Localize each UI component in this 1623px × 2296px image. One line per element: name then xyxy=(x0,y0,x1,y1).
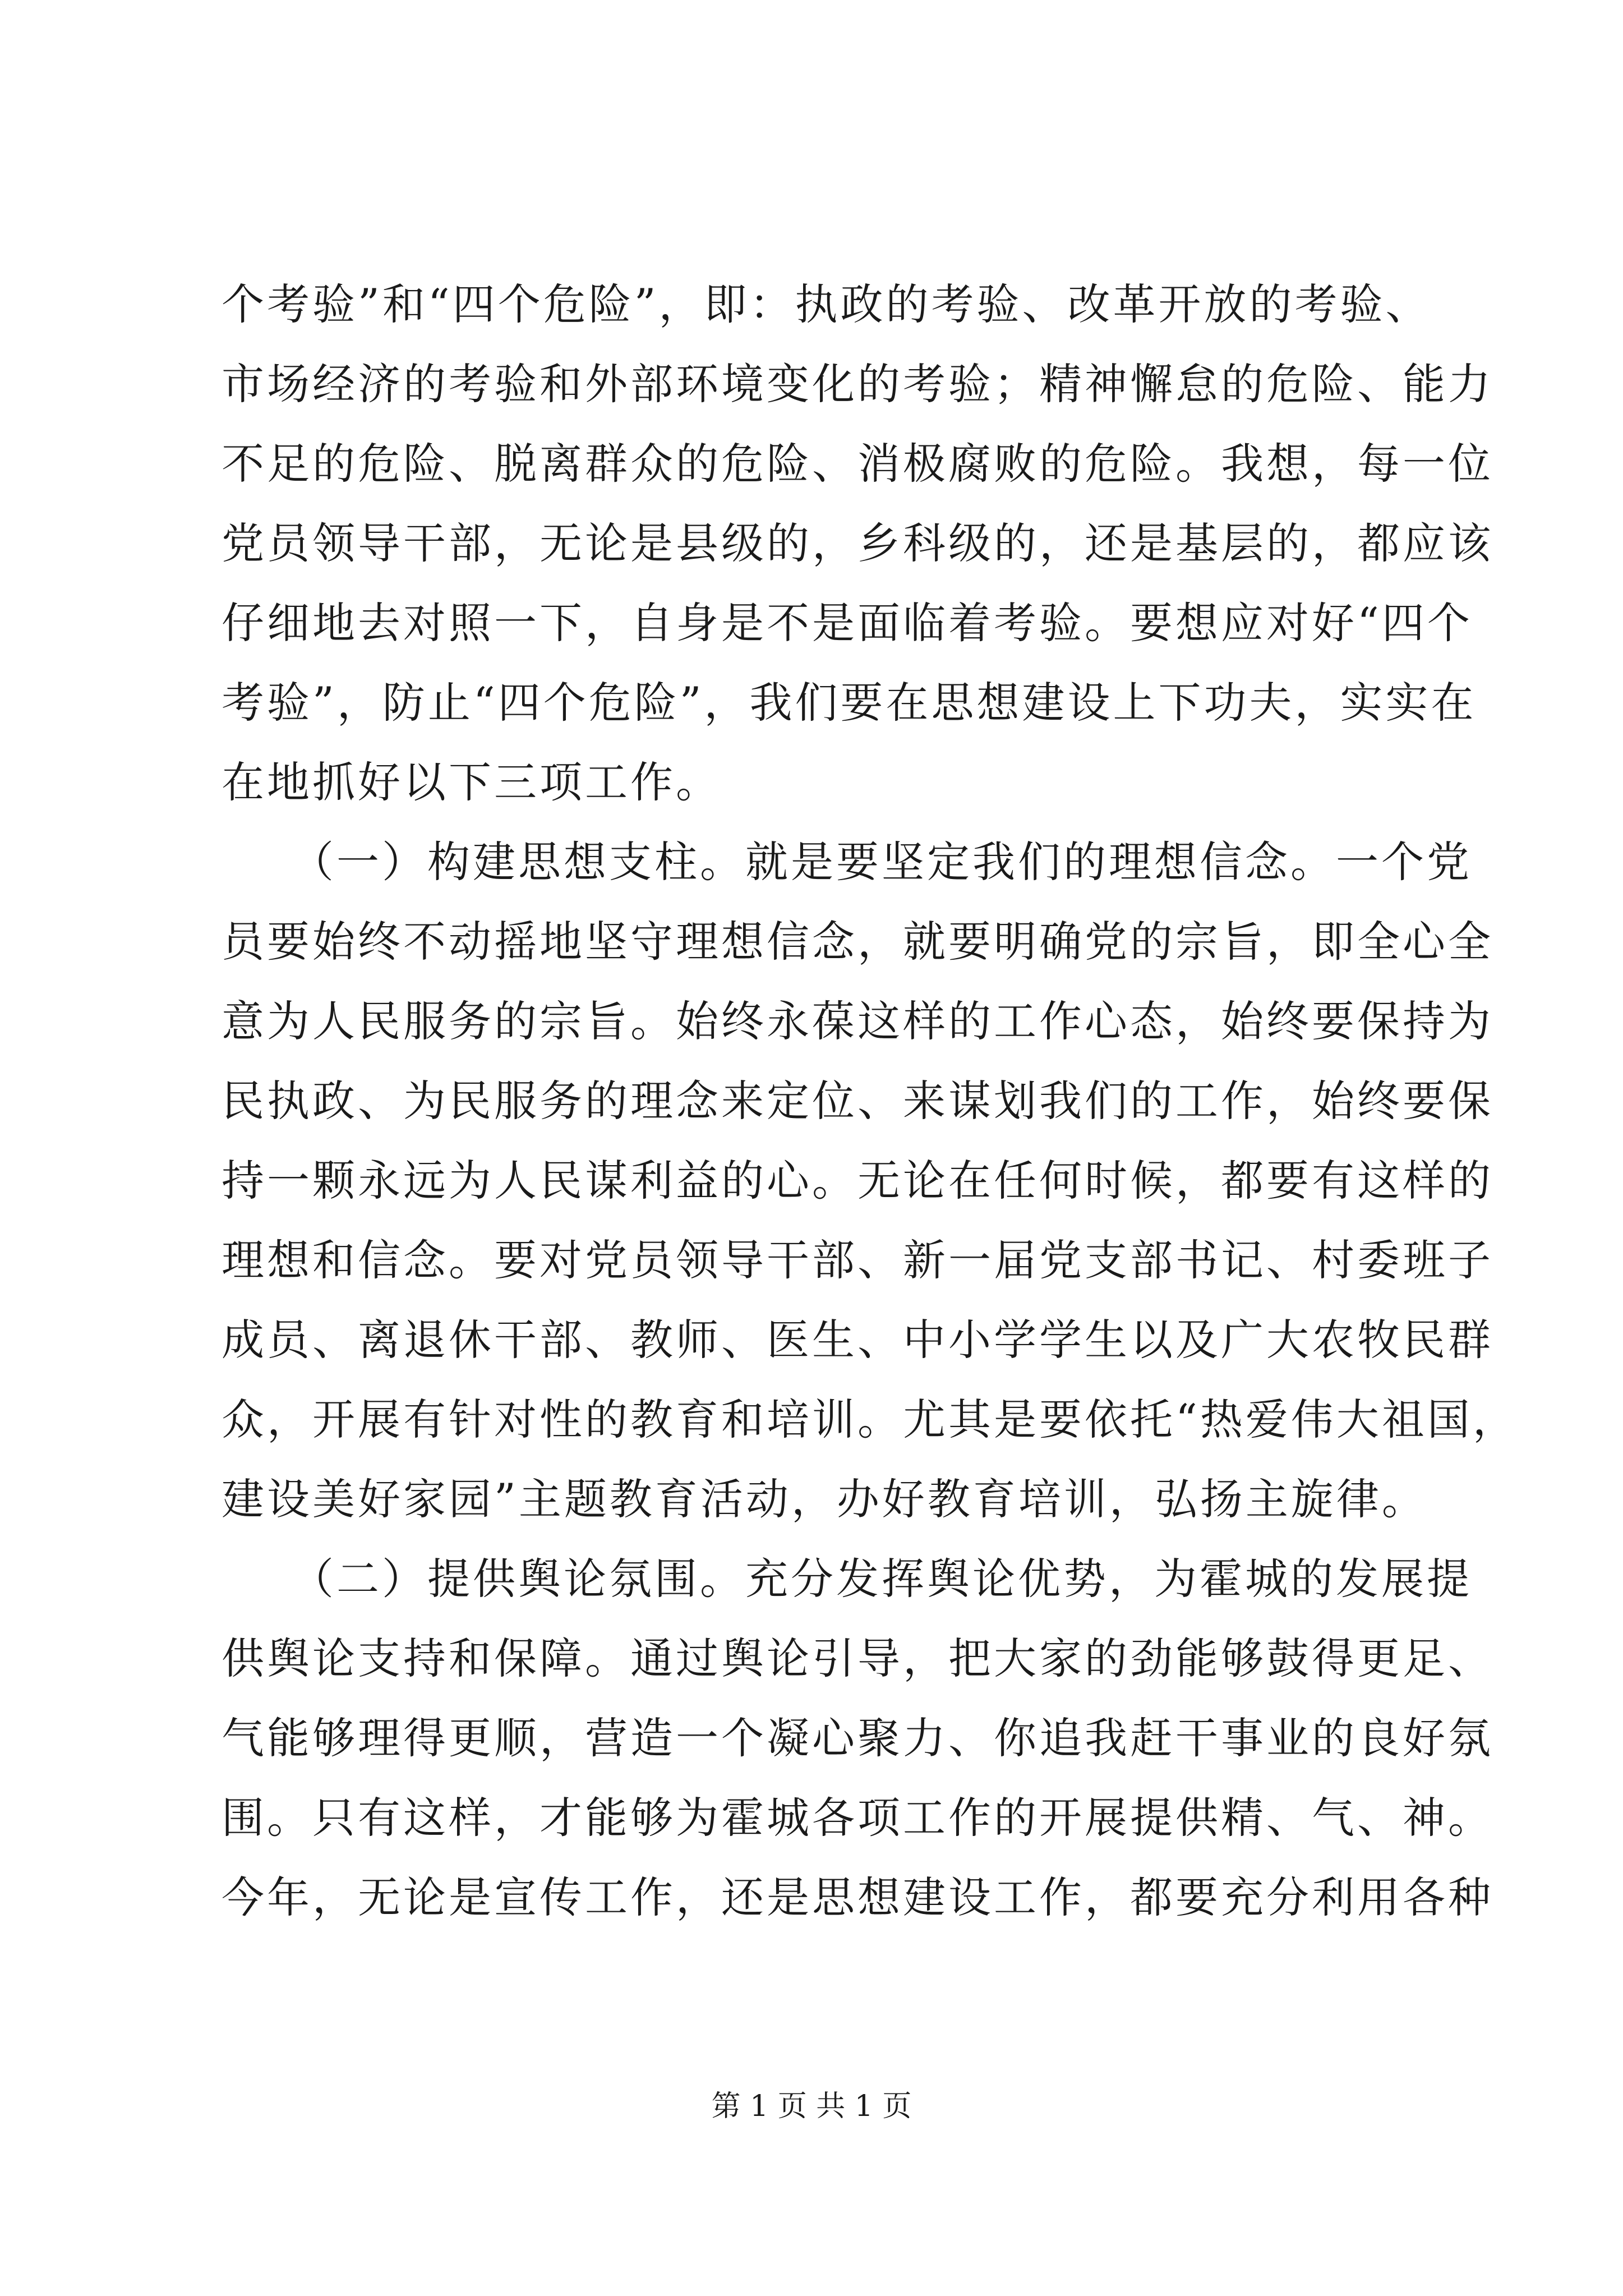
text-line: 员要始终不动摇地坚守理想信念，就要明确党的宗旨，即全心全 xyxy=(222,917,1493,967)
text-line: （二）提供舆论氛围。充分发挥舆论优势，为霍城的发展提 xyxy=(222,1554,1472,1604)
text-line: 围。只有这样，才能够为霍城各项工作的开展提供精、气、神。 xyxy=(222,1793,1493,1843)
text-line: 持一颗永远为人民谋利益的心。无论在任何时候，都要有这样的 xyxy=(222,1156,1493,1205)
text-line: 今年，无论是宣传工作，还是思想建设工作，都要充分利用各种 xyxy=(222,1872,1493,1922)
text-line: 不足的危险、脱离群众的危险、消极腐败的危险。我想，每一位 xyxy=(222,439,1493,489)
text-line: 仔细地去对照一下，自身是不是面临着考验。要想应对好“四个 xyxy=(222,598,1473,648)
text-line: 建设美好家园”主题教育活动，办好教育培训，弘扬主旋律。 xyxy=(222,1474,1427,1524)
text-line: 众，开展有针对性的教育和培训。尤其是要依托“热爱伟大祖国， xyxy=(222,1395,1518,1444)
page-footer: 第 1 页 共 1 页 xyxy=(711,2090,912,2123)
text-line: 意为人民服务的宗旨。始终永葆这样的工作心态，始终要保持为 xyxy=(222,996,1493,1046)
text-line: 理想和信念。要对党员领导干部、新一届党支部书记、村委班子 xyxy=(222,1235,1493,1285)
text-line: 考验”，防止“四个危险”，我们要在思想建设上下功夫，实实在 xyxy=(222,678,1477,728)
text-line: 党员领导干部，无论是县级的，乡科级的，还是基层的，都应该 xyxy=(222,518,1493,568)
text-line: 在地抓好以下三项工作。 xyxy=(222,757,721,807)
text-line: 市场经济的考验和外部环境变化的考验；精神懈怠的危险、能力 xyxy=(222,359,1493,409)
text-line: 供舆论支持和保障。通过舆论引导，把大家的劲能够鼓得更足、 xyxy=(222,1634,1493,1683)
text-line: 气能够理得更顺，营造一个凝心聚力、你追我赶干事业的良好氛 xyxy=(222,1713,1493,1763)
text-line: 民执政、为民服务的理念来定位、来谋划我们的工作，始终要保 xyxy=(222,1076,1493,1126)
body-text xyxy=(222,265,1518,1938)
text-line: （一）构建思想支柱。就是要坚定我们的理想信念。一个党 xyxy=(222,837,1472,887)
text-line: 个考验”和“四个危险”，即：执政的考验、改革开放的考验、 xyxy=(222,279,1431,329)
text-line: 成员、离退休干部、教师、医生、中小学学生以及广大农牧民群 xyxy=(222,1315,1493,1365)
